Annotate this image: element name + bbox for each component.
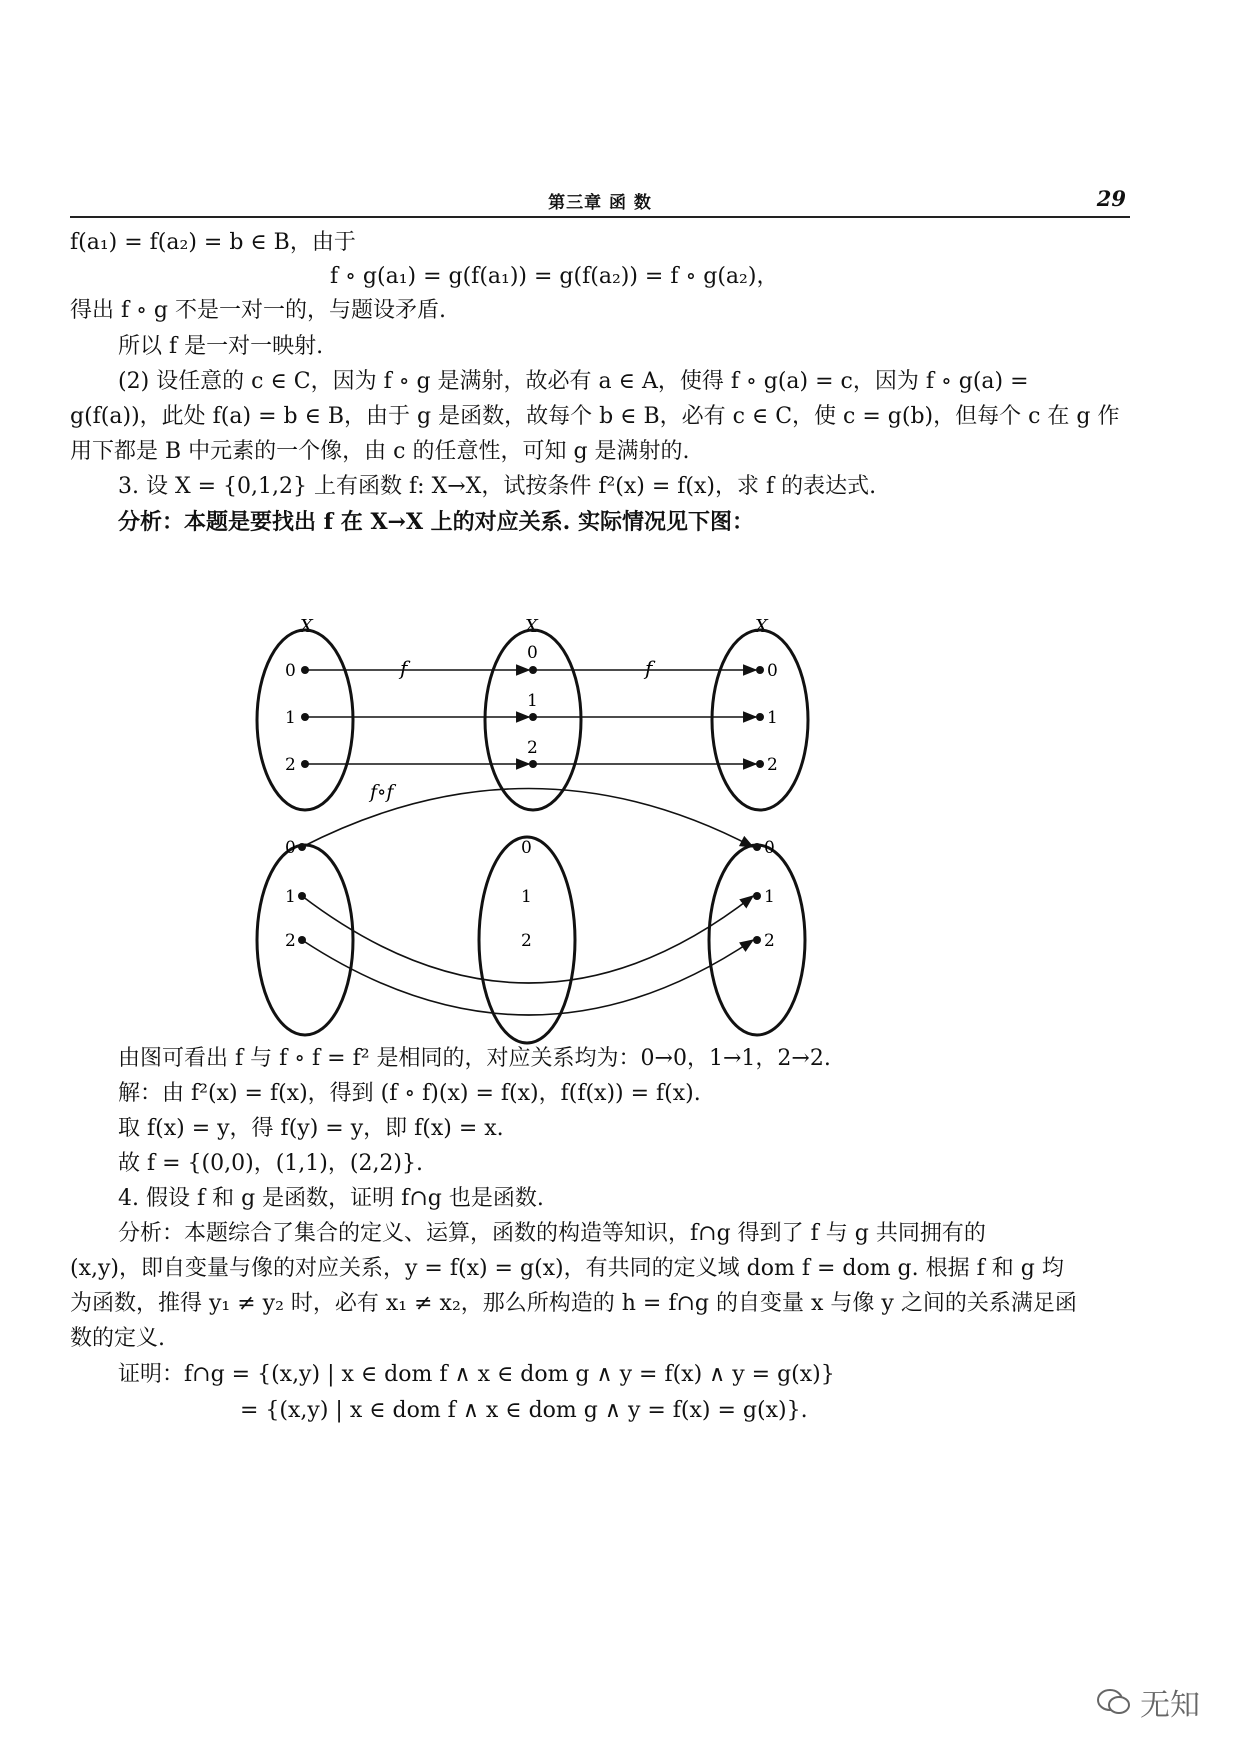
set-label: X: [525, 616, 538, 637]
page-number: 29: [1096, 186, 1126, 211]
proof-line: 证明：f∩g = {(x,y) | x ∈ dom f ∧ x ∈ dom g ∧ y = f(x) ∧ y = g(x)}: [118, 1362, 835, 1387]
element-label: 1: [285, 708, 296, 728]
element-dot: [753, 843, 761, 851]
text-line: 数的定义.: [70, 1326, 165, 1351]
element-label: 2: [767, 755, 778, 775]
element-dot: [756, 760, 764, 768]
element-label: 1: [285, 887, 296, 907]
text-line: 用下都是 B 中元素的一个像，由 c 的任意性，可知 g 是满射的.: [70, 439, 690, 464]
text-line: 所以 f 是一对一映射.: [118, 334, 324, 359]
element-label: 2: [527, 738, 538, 758]
watermark-text: 无知: [1140, 1688, 1200, 1723]
analysis-4: 分析：本题综合了集合的定义、运算，函数的构造等知识，f∩g 得到了 f 与 g 共同拥有的: [118, 1221, 986, 1246]
element-dot: [753, 936, 761, 944]
element-label: 0: [285, 661, 296, 681]
mapping-label-f: f: [400, 656, 408, 680]
element-dot: [756, 713, 764, 721]
text-line: 为函数，推得 y₁ ≠ y₂ 时，必有 x₁ ≠ x₂，那么所构造的 h = f∩g 的自变量 x 与像 y 之间的关系满足函: [70, 1291, 1077, 1316]
composition-arrow: [302, 940, 753, 1015]
text-line: 得出 f ∘ g 不是一对一的，与题设矛盾.: [70, 298, 446, 323]
mapping-label-f: f: [645, 656, 653, 680]
text-line: g(f(a))，此处 f(a) = b ∈ B，由于 g 是函数，故每个 b ∈ B，必有 c ∈ C，使 c = g(b)，但每个 c 在 g 作: [70, 404, 1120, 429]
text-line: 取 f(x) = y，得 f(y) = y，即 f(x) = x.: [118, 1116, 504, 1141]
formula-line: f ∘ g(a₁) = g(f(a₁)) = g(f(a₂)) = f ∘ g(a₂)，: [330, 264, 779, 289]
watermark: [1096, 1680, 1200, 1724]
running-title: 第三章 函 数: [548, 193, 652, 213]
problem-3: 3. 设 X = {0,1,2} 上有函数 f: X→X，试按条件 f²(x) = f(x)，求 f 的表达式.: [118, 474, 877, 499]
set-label: X: [300, 616, 313, 637]
element-label: 2: [285, 755, 296, 775]
analysis-3: 分析：本题是要找出 f 在 X→X 上的对应关系. 实际情况见下图：: [118, 509, 754, 535]
element-label: 0: [527, 643, 538, 663]
element-label: 2: [521, 931, 532, 951]
chat-icon: [1096, 1687, 1132, 1717]
text-line: f(a₁) = f(a₂) = b ∈ B，由于: [70, 230, 356, 255]
element-dot: [753, 892, 761, 900]
element-label: 0: [285, 838, 296, 858]
page-header: [70, 186, 1130, 218]
text-line: (x,y)，即自变量与像的对应关系，y = f(x) = g(x)，有共同的定义域 dom f = dom g. 根据 f 和 g 均: [70, 1256, 1064, 1281]
element-label: 0: [521, 838, 532, 858]
element-label: 0: [764, 838, 775, 858]
problem-4: 4. 假设 f 和 g 是函数，证明 f∩g 也是函数.: [118, 1186, 544, 1211]
mapping-label-ff: f∘f: [370, 781, 394, 803]
solution-line: 解：由 f²(x) = f(x)，得到 (f ∘ f)(x) = f(x)，f(f(x)) = f(x).: [118, 1081, 701, 1106]
text-line: 故 f = {(0,0)，(1,1)，(2,2)}.: [118, 1151, 424, 1176]
proof-line: = {(x,y) | x ∈ dom f ∧ x ∈ dom g ∧ y = f(x) = g(x)}.: [240, 1398, 808, 1423]
element-label: 1: [527, 691, 538, 711]
element-dot: [756, 666, 764, 674]
element-label: 1: [764, 887, 775, 907]
element-label: 1: [521, 887, 532, 907]
element-label: 1: [767, 708, 778, 728]
text-line: (2) 设任意的 c ∈ C，因为 f ∘ g 是满射，故必有 a ∈ A，使得 f ∘ g(a) = c，因为 f ∘ g(a) =: [118, 369, 1029, 394]
element-label: 0: [767, 661, 778, 681]
element-label: 2: [285, 931, 296, 951]
set-label: X: [755, 616, 768, 637]
element-label: 2: [764, 931, 775, 951]
text-line: 由图可看出 f 与 f ∘ f = f² 是相同的，对应关系均为：0→0，1→1，2→2.: [118, 1046, 831, 1071]
